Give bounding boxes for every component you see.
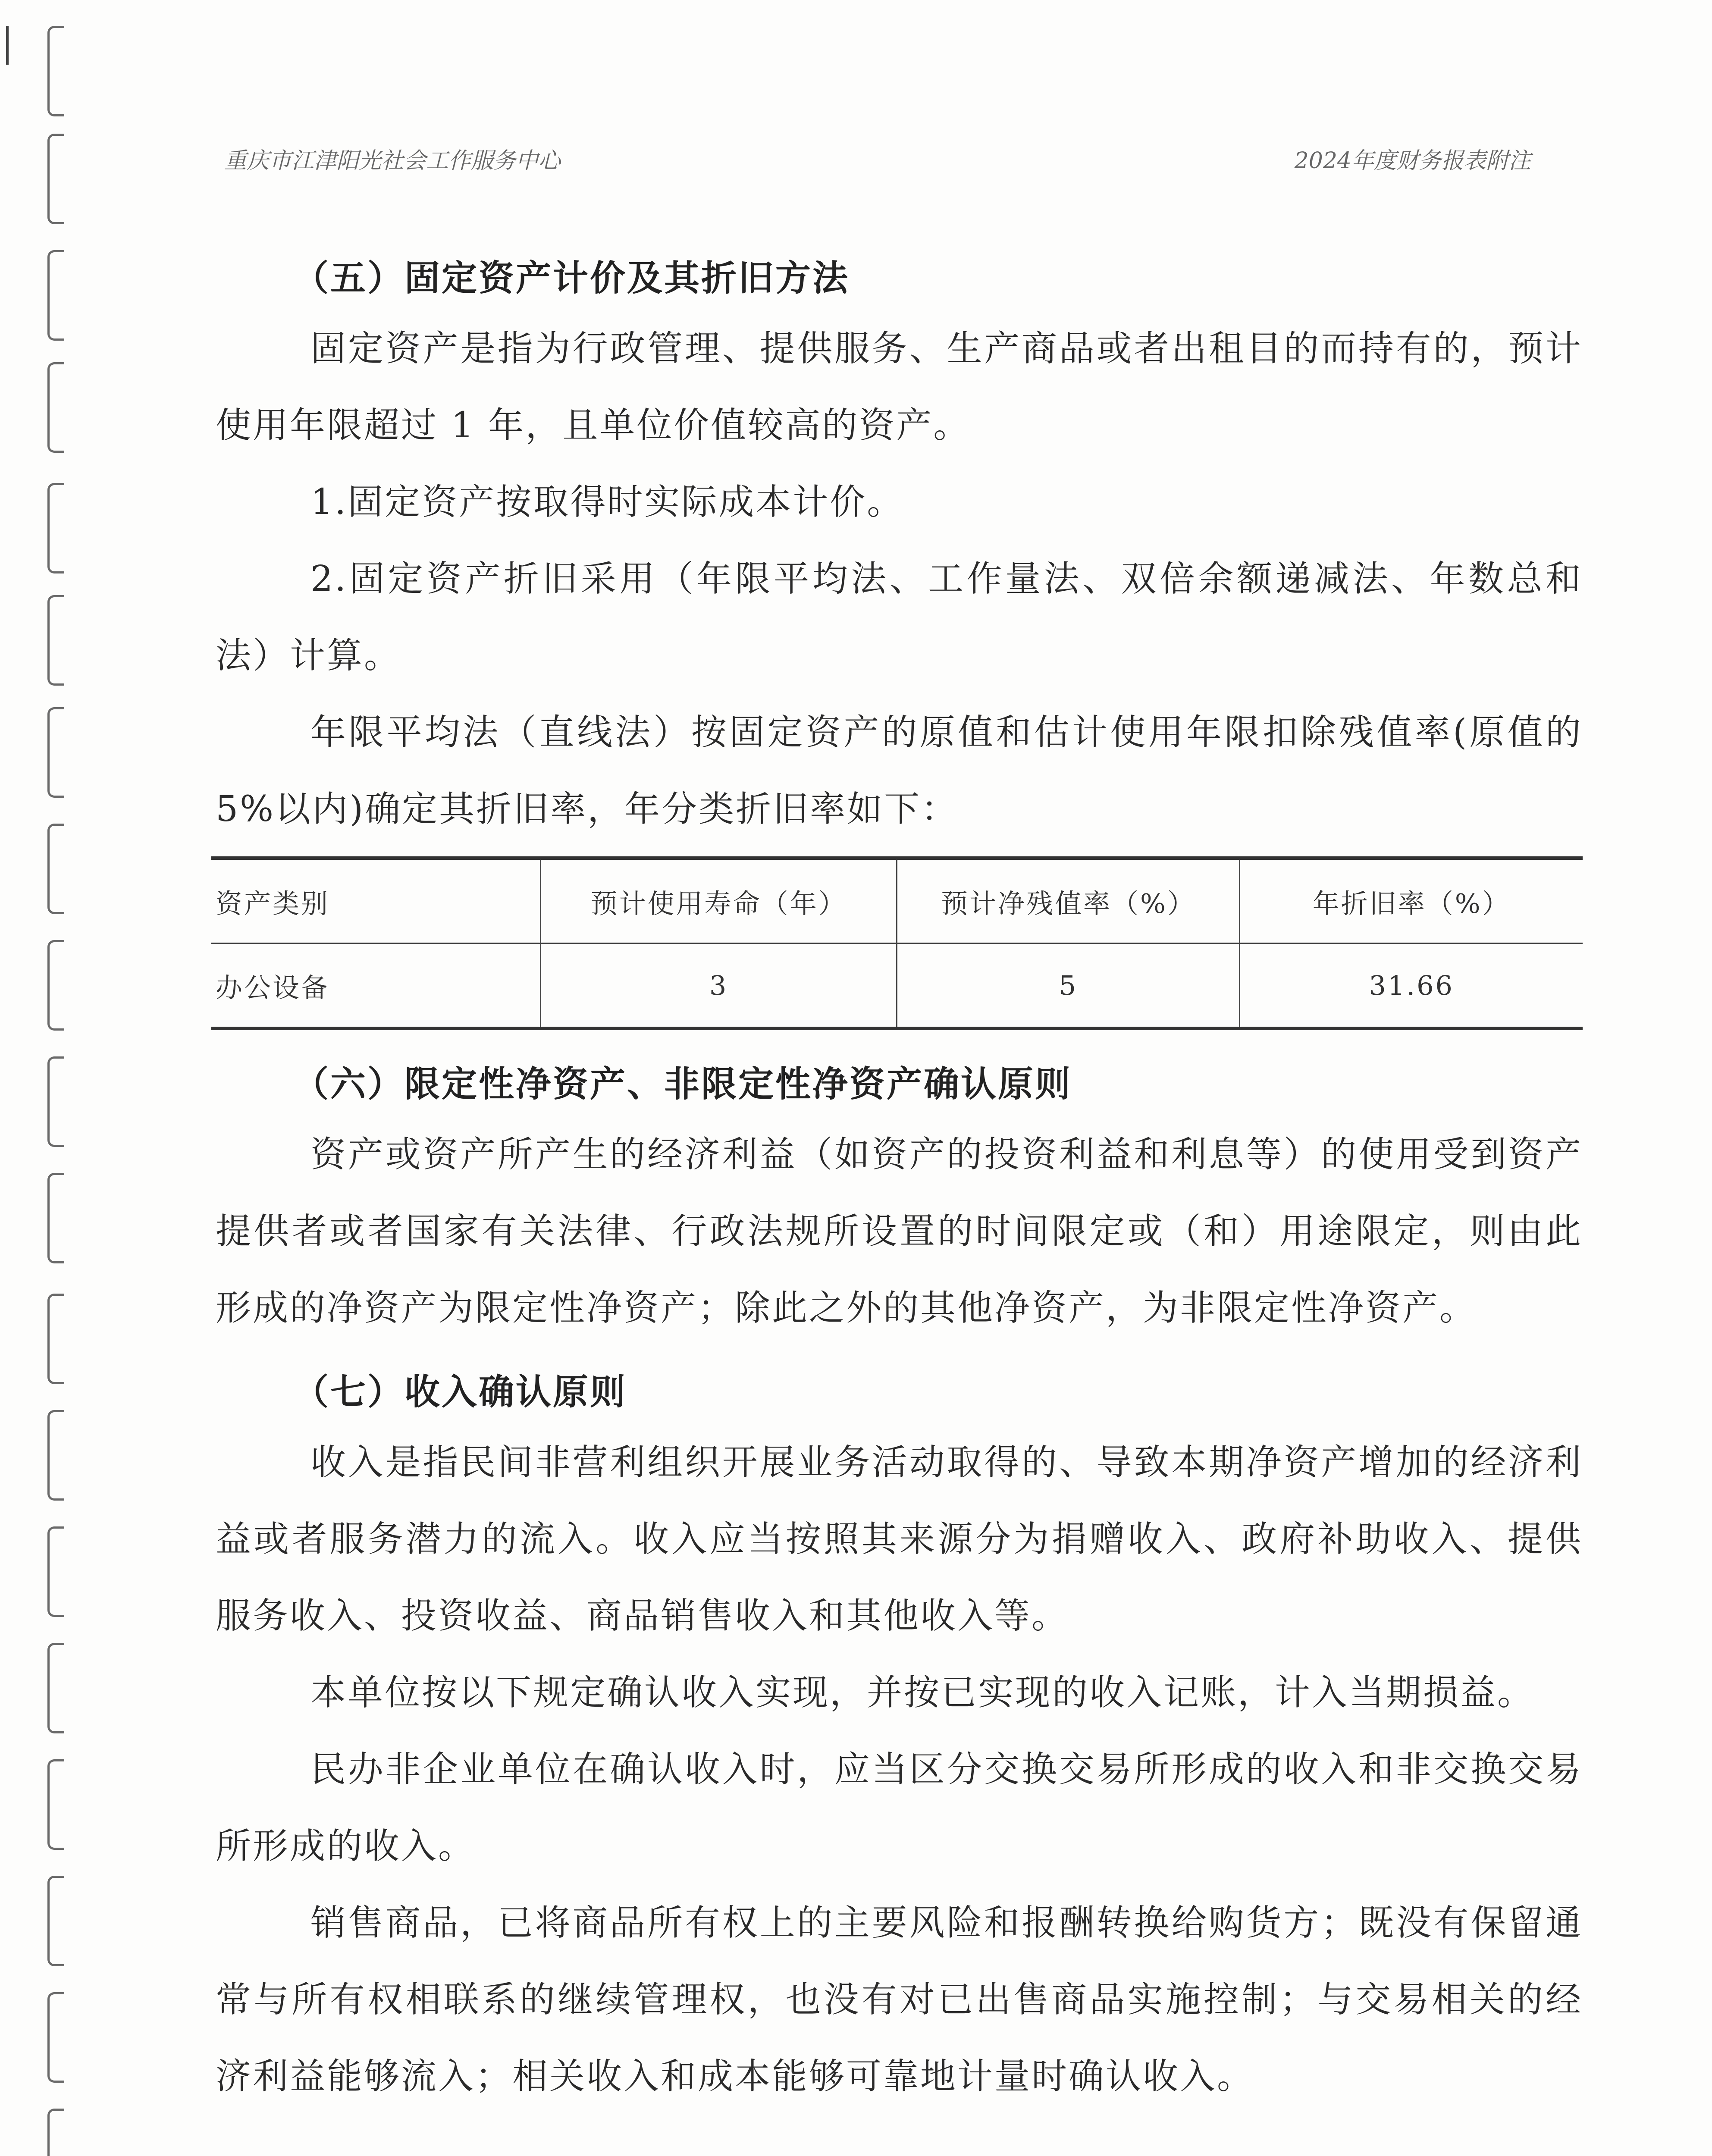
paragraph: 1.固定资产按取得时实际成本计价。 xyxy=(310,482,904,523)
binding-ring xyxy=(47,940,64,1031)
table-header-cell: 资产类别 xyxy=(216,887,330,919)
document-body xyxy=(216,250,1583,2115)
binding-ring xyxy=(47,1992,64,2083)
table-cell: 3 xyxy=(540,943,897,1029)
paragraph: 资产或资产所产生的经济利益（如资产的投资利益和利息等）的使用受到资产提供者或者国家有关法律、行政法规所设置的时间限定或（和）用途限定，则由此形成的净资产为限定性净资产；除此之外的其他净资产，为非限定性净资产。 xyxy=(216,1134,1583,1329)
binding-ring xyxy=(47,1173,64,1263)
table-header-cell: 年折旧率（%） xyxy=(1240,858,1583,943)
paragraph: 2.固定资产折旧采用（年限平均法、工作量法、双倍余额递减法、年数总和法）计算。 xyxy=(216,558,1583,676)
binding-ring xyxy=(47,250,64,341)
table-row xyxy=(211,943,1583,1029)
paragraph: 销售商品，已将商品所有权上的主要风险和报酬转换给购货方；既没有保留通常与所有权相联系的继续管理权，也没有对已出售商品实施控制；与交易相关的经济利益能够流入；相关收入和成本能够可靠地计量时确认收入。 xyxy=(216,1902,1583,2097)
section-title-fixed-assets: （五）固定资产计价及其折旧方法 xyxy=(293,257,850,299)
paragraph: 本单位按以下规定确认收入实现，并按已实现的收入记账，计入当期损益。 xyxy=(310,1672,1535,1713)
binding-ring xyxy=(47,1056,64,1147)
binding-ring xyxy=(47,26,64,116)
paragraph: 固定资产是指为行政管理、提供服务、生产商品或者出租目的而持有的，预计使用年限超过 1 年，且单位价值较高的资产。 xyxy=(216,328,1583,446)
paragraph: 收入是指民间非营利组织开展业务活动取得的、导致本期净资产增加的经济利益或者服务潜力的流入。收入应当按照其来源分为捐赠收入、政府补助收入、提供服务收入、投资收益、商品销售收入和其他收入等。 xyxy=(216,1442,1583,1636)
table-cell: 办公设备 xyxy=(216,971,330,1003)
binding-ring xyxy=(47,134,64,224)
depreciation-rate-table xyxy=(211,856,1583,1030)
binding-ring xyxy=(47,1294,64,1384)
binding-ring xyxy=(47,707,64,798)
page-header xyxy=(224,142,1531,177)
binding-ring xyxy=(47,362,64,453)
table-header-cell: 预计净残值率（%） xyxy=(897,858,1240,943)
paragraph: 年限平均法（直线法）按固定资产的原值和估计使用年限扣除残值率(原值的 5%以内)确定其折旧率，年分类折旧率如下： xyxy=(216,712,1583,830)
binding-ring xyxy=(47,1526,64,1617)
binding-rings xyxy=(0,0,86,2156)
table-cell: 31.66 xyxy=(1240,943,1583,1029)
header-org-name: 重庆市江津阳光社会工作服务中心 xyxy=(224,148,561,174)
binding-ring xyxy=(47,824,64,914)
paragraph: 民办非企业单位在确认收入时，应当区分交换交易所形成的收入和非交换交易所形成的收入。 xyxy=(216,1749,1583,1867)
binding-ring xyxy=(47,1410,64,1501)
section-title-net-assets: （六）限定性净资产、非限定性净资产确认原则 xyxy=(293,1063,1072,1105)
binding-ring xyxy=(47,1759,64,1850)
table-header-cell: 预计使用寿命（年） xyxy=(540,858,897,943)
table-header-row xyxy=(211,858,1583,943)
binding-ring xyxy=(47,483,64,573)
binding-ring xyxy=(47,1643,64,1733)
section-title-revenue: （七）收入确认原则 xyxy=(293,1371,627,1413)
table-cell: 5 xyxy=(897,943,1240,1029)
binding-ring xyxy=(47,2109,64,2156)
binding-ring xyxy=(47,1876,64,1966)
header-report-title: 2024年度财务报表附注 xyxy=(1294,148,1531,174)
binding-ring xyxy=(47,595,64,686)
edge-mark xyxy=(6,26,9,65)
